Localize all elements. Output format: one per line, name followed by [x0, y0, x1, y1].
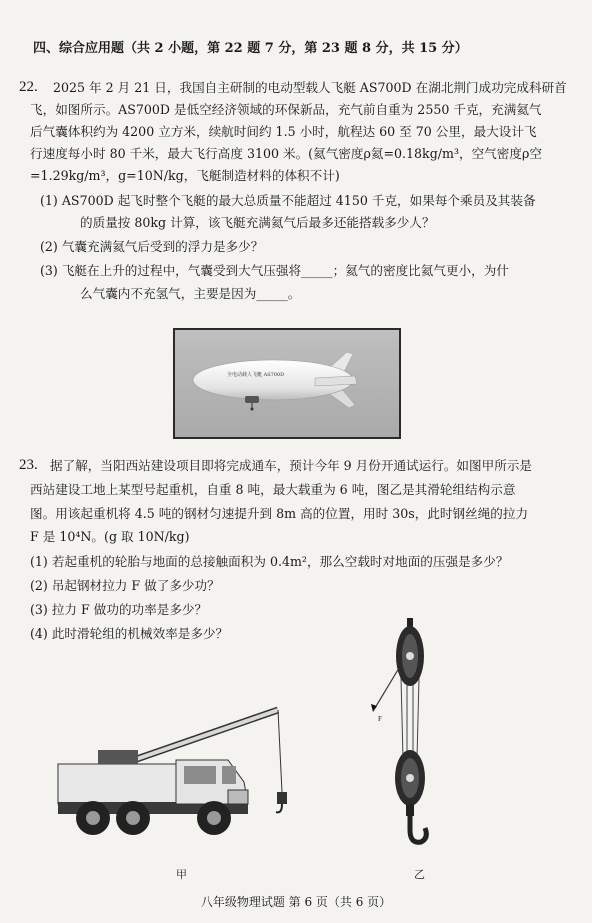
airship-photo	[173, 328, 401, 439]
q22-part-1a: (1) AS700D 起飞时整个飞艇的最大总质量不能超过 4150 千克，如果每个乘员及其装备	[40, 193, 536, 208]
q22-part-1b: 的质量按 80kg 计算，该飞艇充满氦气后最多还能搭载多少人？	[80, 215, 435, 230]
figure-caption-yi: 乙	[414, 868, 425, 881]
q23-text-line-3: 图。用该起重机将 4.5 吨的钢材匀速提升到 8m 高的位置，用时 30s，此时钢丝绳的拉力	[30, 506, 529, 521]
q22-text-line-3: 后气囊体积约为 4200 立方米，续航时间约 1.5 小时，航程达 60 至 70 公里，最大设计飞	[30, 124, 537, 139]
q23-text-line-1: 据了解，当阳西站建设项目即将完成通车，预计今年 9 月份开通试运行。如图甲所示是	[50, 458, 532, 473]
q23-part-2: (2) 吊起钢材拉力 F 做了多少功？	[30, 578, 220, 593]
q22-text-line-2: 飞，如图所示。AS700D 是低空经济领域的环保新品，充气前自重为 2550 千克，充满氦气	[30, 102, 542, 117]
force-label: F	[378, 715, 382, 723]
q22-part-3a: (3) 飞艇在上升的过程中，气囊受到大气压强将_____；氦气的密度比氦气更小，为什	[40, 263, 509, 278]
question-22-number: 22.	[19, 79, 38, 95]
q22-text-line-5: =1.29kg/m³，g=10N/kg，飞艇制造材料的体积不计)	[30, 168, 340, 183]
page-footer: 八年级物理试题 第 6 页（共 6 页）	[200, 895, 392, 909]
airship-lettering: 全电动载人飞艇 AS700D	[227, 372, 285, 378]
q22-text-line-1: 2025 年 2 月 21 日，我国自主研制的电动型载人飞艇 AS700D 在湖北荆门成功完成科研首	[53, 80, 567, 95]
question-23-number: 23.	[19, 457, 38, 473]
q23-text-line-4: F 是 10⁴N。(g 取 10N/kg)	[30, 529, 190, 544]
q23-part-1: (1) 若起重机的轮胎与地面的总接触面积为 0.4m²，那么空载时对地面的压强是多少？	[30, 554, 509, 569]
q22-part-3b: 么气囊内不充氢气，主要是因为_____。	[80, 286, 301, 301]
pulley-system-diagram	[355, 618, 465, 848]
q22-text-line-4: 行速度每小时 80 千米，最大飞行高度 3100 米。(氦气密度ρ氦=0.18kg/m³，空气密度ρ空	[30, 146, 542, 161]
section-title: 四、综合应用题（共 2 小题，第 22 题 7 分，第 23 题 8 分，共 15 分）	[33, 41, 468, 56]
q23-part-3: (3) 拉力 F 做功的功率是多少？	[30, 602, 208, 617]
airship-image	[175, 330, 399, 437]
q23-part-4: (4) 此时滑轮组的机械效率是多少？	[30, 626, 229, 641]
q23-text-line-2: 西站建设工地上某型号起重机，自重 8 吨，最大载重为 6 吨，图乙是其滑轮组结构示意	[30, 482, 516, 497]
crane-truck-image	[38, 702, 318, 857]
figure-caption-jia: 甲	[176, 868, 187, 881]
q22-part-2: (2) 气囊充满氦气后受到的浮力是多少？	[40, 239, 264, 254]
